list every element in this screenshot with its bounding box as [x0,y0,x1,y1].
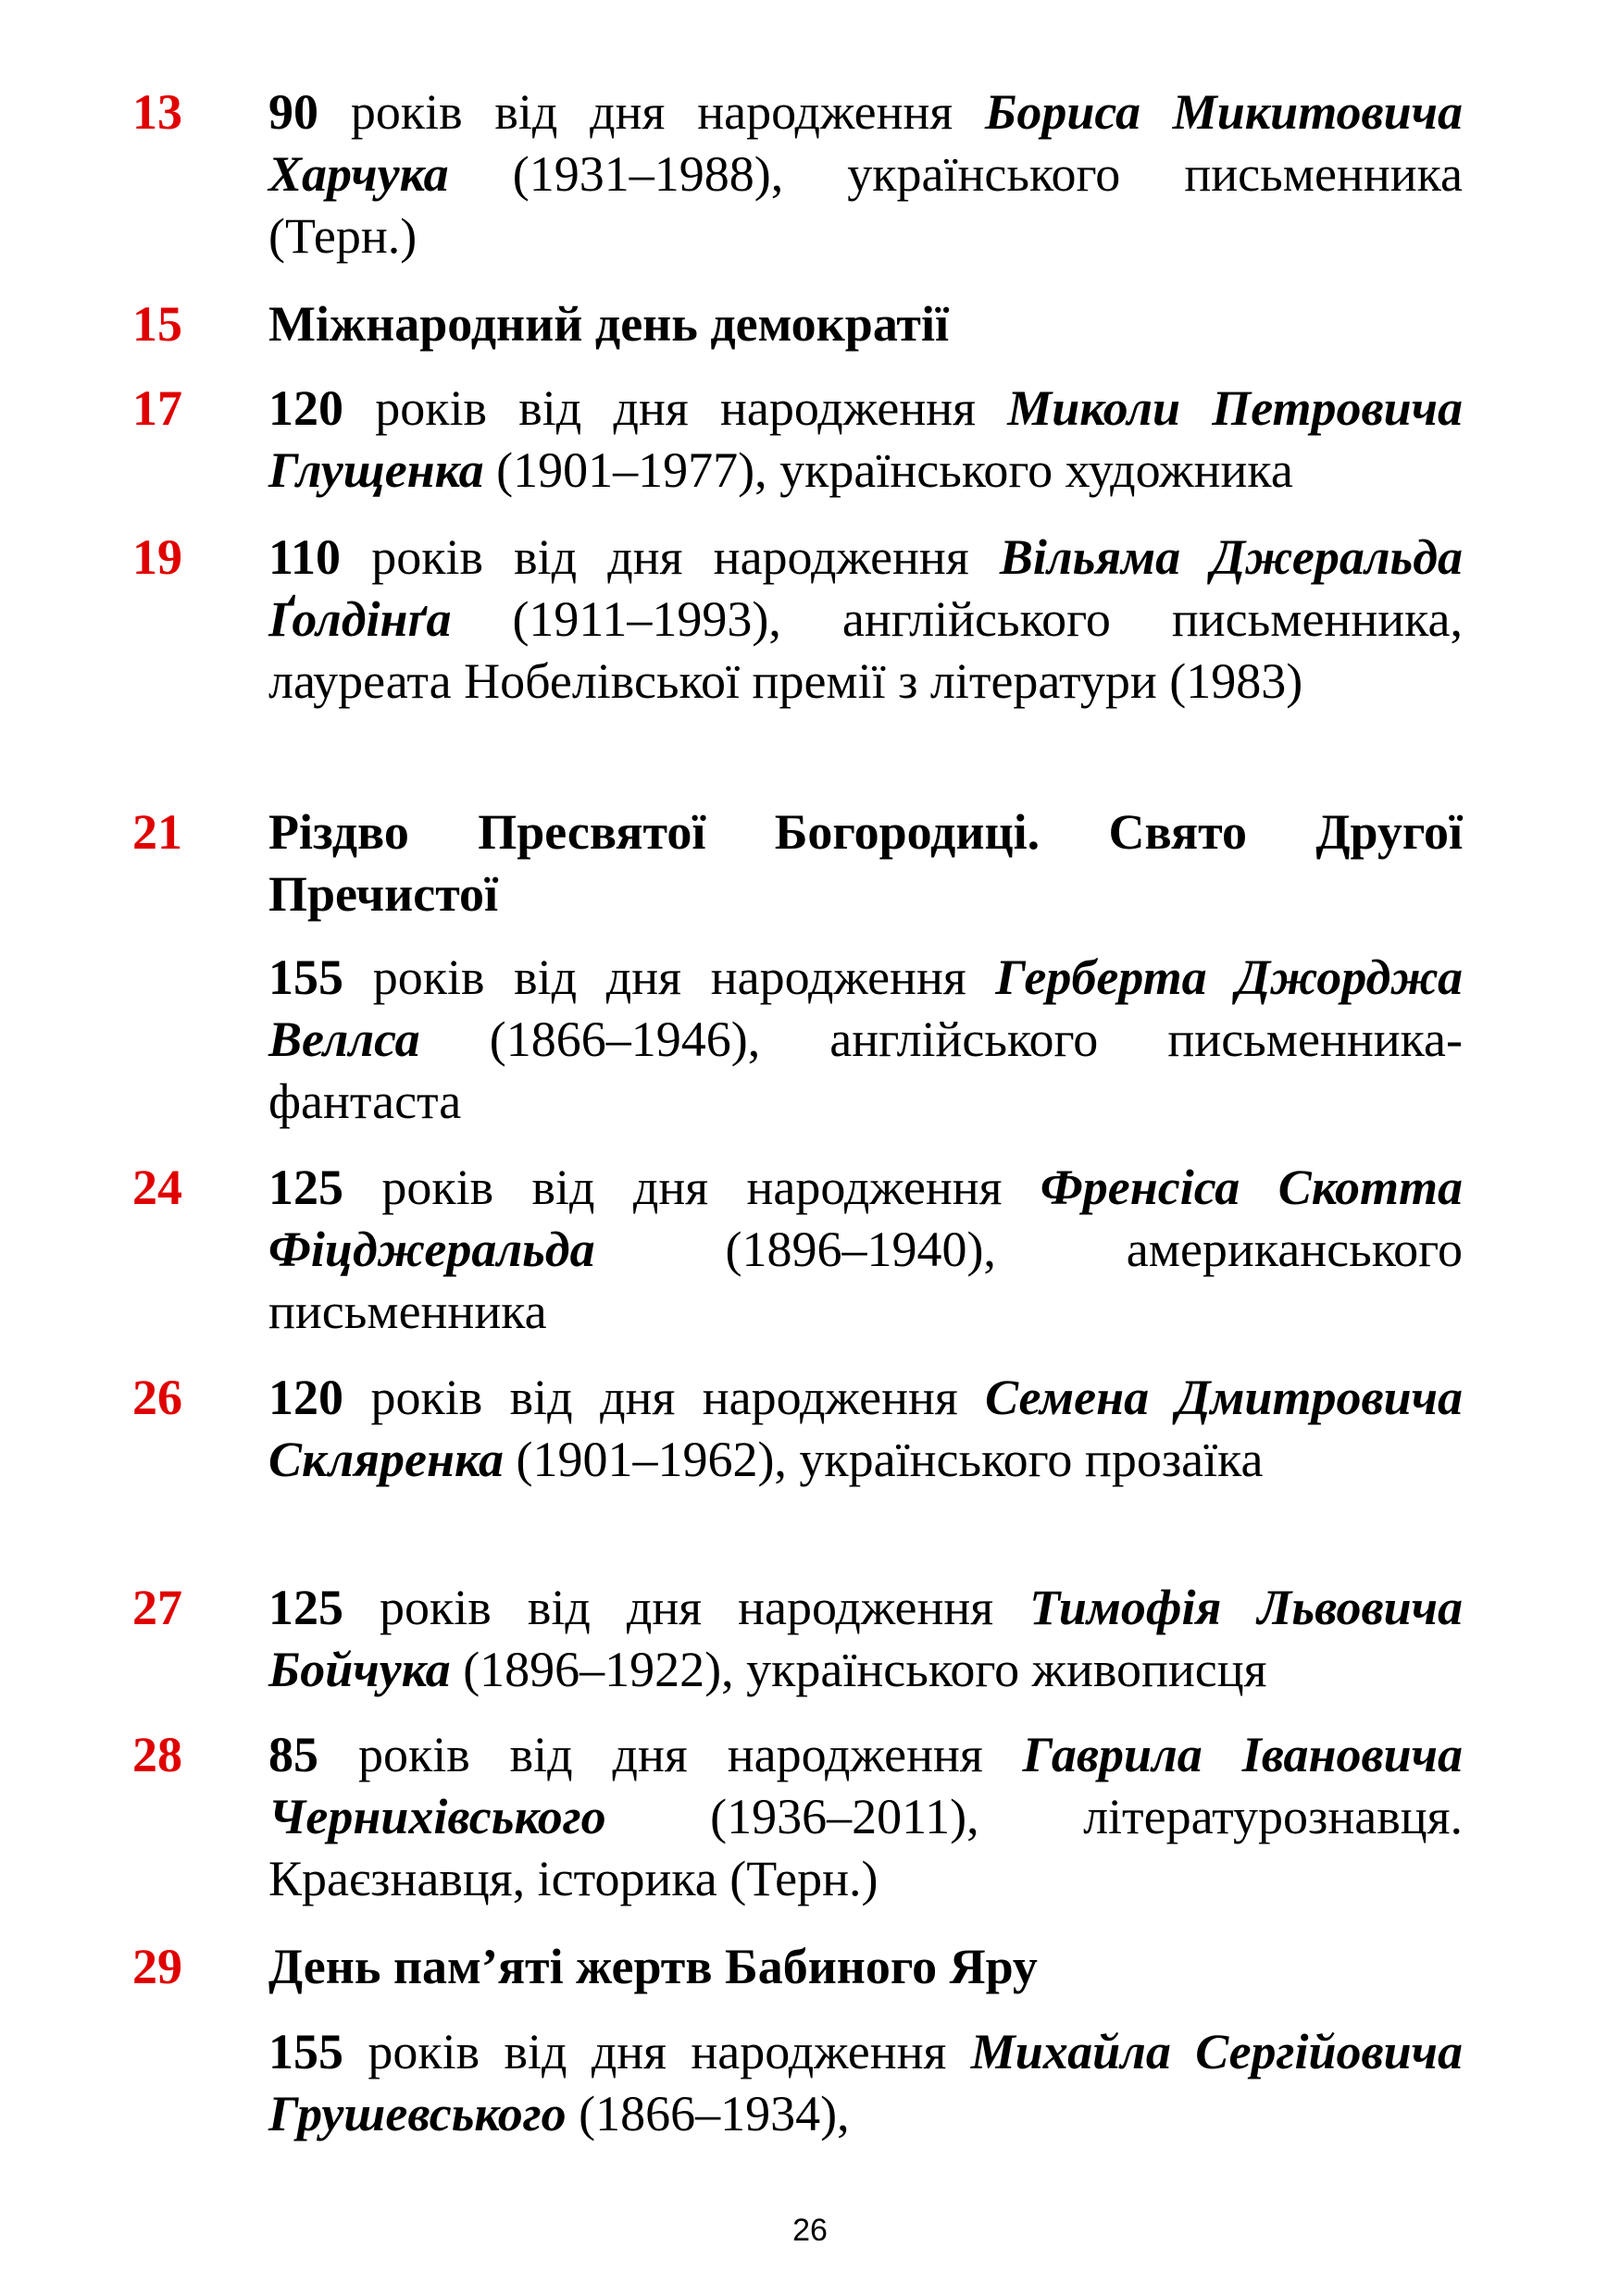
entry-text [268,1367,1463,1491]
entry-event: Різдво Пресвятої Богородиці. Свято Другої Пречистої [268,804,1463,922]
entry-years: 125 [268,1580,343,1635]
entry-person-name: Миколи Петровича Глущенка [268,380,1464,498]
entry-text [268,947,1463,1133]
entry-day: 17 [132,380,182,436]
entry-event: Міжнародний день демократії [268,296,949,352]
entry-person-name: Вільяма Джеральда Ґолдінґа [268,529,1464,647]
entry-text [268,801,1463,925]
entry-person-name: Михайла Сергійовича Грушевського [268,2024,1464,2141]
entry-years: 90 [268,84,318,140]
entry-pre: років від дня народження [371,529,969,585]
entry-person-name: Френсіса Скотта Фіцджеральда [268,1160,1464,1277]
entry-day: 28 [132,1727,182,1782]
entry-day: 29 [132,1939,182,1994]
entry-pre: років від дня народження [381,1160,1003,1215]
entry-day: 26 [132,1370,182,1425]
entry-person-name: Бориса Микитовича Харчука [268,84,1464,202]
entry-years: 120 [268,1370,343,1425]
entry-post: (1896–1940), американського письменника [268,1222,1463,1339]
entry-day: 15 [132,296,182,352]
entry-text [268,1157,1463,1343]
entry-text [268,2021,1463,2145]
entry-years: 120 [268,380,343,436]
entry-years: 125 [268,1160,343,1215]
entry-text [268,293,1463,355]
entry-pre: років від дня народження [357,1727,983,1782]
entry-event: День пам’яті жертв Бабиного Яру [268,1939,1038,1994]
entry-pre: років від дня народження [350,84,953,140]
entry-person-name: Гаврила Івановича Черниxівського [268,1727,1463,1844]
entry-pre: років від дня народження [380,1580,994,1635]
entry-day: 19 [132,529,182,585]
entry-post: (1911–1993), англійського письменника, лауреата Нобелівської премії з літератури (1983) [268,591,1463,709]
entry-post: (1931–1988), українського письменника (Терн.) [268,146,1464,264]
entry-text [268,1936,1463,1998]
page-number: 26 [792,2213,828,2248]
entry-text [268,1724,1463,1910]
entry-years: 155 [268,949,343,1005]
entry-text [268,81,1463,267]
entry-day: 13 [132,84,182,140]
entry-text [268,378,1463,502]
entry-years: 85 [268,1727,318,1782]
entry-post: (1896–1922), українського живописця [463,1642,1267,1697]
entry-day: 21 [132,804,182,860]
entry-pre: років від дня народження [375,380,976,436]
entry-post: (1936–2011), літературознавця. Краєзнавця, історика (Терн.) [268,1789,1463,1906]
entry-pre: років від дня народження [370,1370,958,1425]
entry-day: 27 [132,1580,182,1635]
entry-day: 24 [132,1160,182,1215]
entry-person-name: Семена Дмитровича Скляренка [268,1370,1463,1487]
entry-person-name: Герберта Джорджа Веллса [268,949,1464,1067]
entry-pre: років від дня народження [372,949,966,1005]
entry-years: 110 [268,529,342,585]
entry-post: (1866–1946), англійського письменника-фантаста [268,1011,1463,1129]
entry-person-name: Тимофія Львовича Бойчука [268,1580,1464,1697]
entry-pre: років від дня народження [368,2024,947,2079]
entry-post: (1901–1977), українського художника [496,442,1293,498]
entry-post: (1866–1934), [579,2086,850,2141]
entry-post: (1901–1962), українського прозаїка [516,1432,1264,1487]
entry-years: 155 [268,2024,343,2079]
entry-text [268,527,1463,713]
entry-text [268,1577,1463,1701]
